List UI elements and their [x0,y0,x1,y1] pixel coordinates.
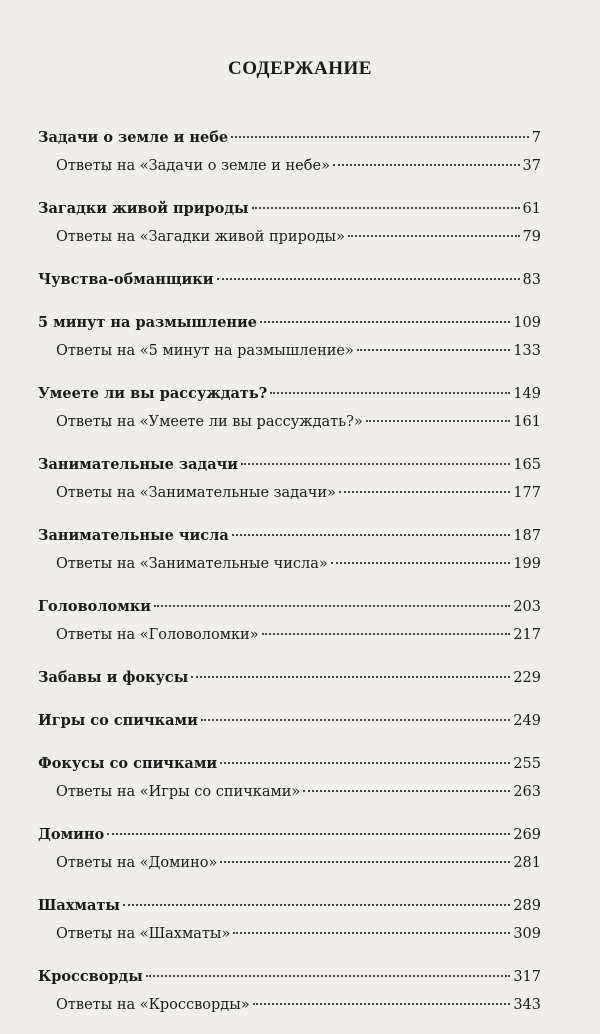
toc-group [38,522,541,578]
toc-subentry-page-number: 281 [513,855,541,871]
dot-leader [253,1003,511,1005]
toc-group [38,266,541,294]
toc-subentry[interactable] [38,479,541,507]
toc-entry[interactable] [38,195,541,223]
toc-entry-page-number: 289 [513,898,541,914]
toc-entry[interactable] [38,309,541,337]
toc-entry-title: Занимательные числа [38,527,229,544]
toc-entry-title: Кроссворды [38,968,143,985]
toc-subentry-title: Ответы на «Домино» [56,855,218,871]
toc-entry-page-number: 149 [513,386,541,402]
dot-leader [146,975,511,977]
toc-entry[interactable] [38,124,541,152]
toc-entry-page-number: 109 [513,315,541,331]
toc-entry[interactable] [38,963,541,991]
toc-entry-title: Шахматы [38,897,120,914]
toc-group [38,124,541,180]
toc-subentry-title: Ответы на «Занимательные задачи» [56,485,336,501]
toc-subentry-title: Ответы на «Загадки живой природы» [56,229,345,245]
toc-subentry-page-number: 177 [513,485,541,501]
toc-entry-page-number: 255 [513,756,541,772]
toc-entry-page-number: 249 [513,713,541,729]
dot-leader [201,719,510,721]
toc-subentry[interactable] [38,223,541,251]
dot-leader [232,534,511,536]
toc-entry-page-number: 61 [522,201,541,217]
toc-group [38,892,541,948]
toc-entry[interactable] [38,892,541,920]
toc-entry-page-number: 269 [513,827,541,843]
toc-subentry-title: Ответы на «5 минут на размышление» [56,343,354,359]
dot-leader [217,278,520,280]
toc-subentry-title: Ответы на «Занимательные числа» [56,556,328,572]
dot-leader [270,392,510,394]
toc-subentry[interactable] [38,337,541,365]
toc-subentry-page-number: 343 [513,997,541,1013]
toc-entry[interactable] [38,821,541,849]
toc-entry[interactable] [38,266,541,294]
dot-leader [191,676,510,678]
dot-leader [357,349,510,351]
toc-subentry[interactable] [38,991,541,1019]
toc-group [38,451,541,507]
toc-subentry-page-number: 199 [513,556,541,572]
toc-subentry[interactable] [38,408,541,436]
table-of-contents [38,124,541,1034]
toc-group [38,380,541,436]
dot-leader [107,833,510,835]
toc-group [38,750,541,806]
toc-subentry-page-number: 161 [513,414,541,430]
dot-leader [262,633,511,635]
toc-entry[interactable] [38,522,541,550]
toc-entry-title: Забавы и фокусы [38,669,189,686]
toc-entry[interactable] [38,451,541,479]
toc-subentry[interactable] [38,621,541,649]
dot-leader [366,420,511,422]
dot-leader [331,562,511,564]
toc-entry-title: Задачи о земле и небе [38,129,229,146]
toc-entry-title: Фокусы со спичками [38,755,218,772]
toc-entry-page-number: 83 [522,272,541,288]
toc-entry-page-number: 7 [531,130,541,146]
toc-entry-title: 5 минут на размышление [38,314,258,331]
toc-entry[interactable] [38,380,541,408]
toc-subentry-page-number: 217 [513,627,541,643]
toc-subentry[interactable] [38,849,541,877]
toc-subentry-title: Ответы на «Кроссворды» [56,997,250,1013]
toc-entry-page-number: 165 [513,457,541,473]
toc-group [38,821,541,877]
toc-group [38,707,541,735]
dot-leader [233,932,510,934]
toc-entry[interactable] [38,593,541,621]
toc-entry-page-number: 187 [513,528,541,544]
dot-leader [260,321,510,323]
page-title: СОДЕРЖАНИЕ [228,58,372,79]
toc-entry[interactable] [38,750,541,778]
toc-subentry-title: Ответы на «Шахматы» [56,926,231,942]
toc-subentry-title: Ответы на «Умеете ли вы рассуждать?» [56,414,363,430]
toc-subentry-title: Ответы на «Головоломки» [56,627,259,643]
toc-group [38,963,541,1019]
toc-entry-page-number: 203 [513,599,541,615]
toc-subentry[interactable] [38,920,541,948]
toc-subentry[interactable] [38,778,541,806]
toc-entry[interactable] [38,664,541,692]
dot-leader [339,491,510,493]
toc-subentry-page-number: 133 [513,343,541,359]
toc-group [38,664,541,692]
toc-subentry-page-number: 79 [522,229,541,245]
dot-leader [220,861,510,863]
dot-leader [154,605,510,607]
toc-entry-page-number: 317 [513,969,541,985]
toc-group [38,309,541,365]
toc-subentry-page-number: 263 [513,784,541,800]
dot-leader [123,904,510,906]
dot-leader [303,790,510,792]
toc-subentry[interactable] [38,152,541,180]
dot-leader [241,463,510,465]
toc-subentry[interactable] [38,550,541,578]
toc-entry-page-number: 229 [513,670,541,686]
toc-subentry-title: Ответы на «Игры со спичками» [56,784,301,800]
toc-entry-title: Чувства-обманщики [38,271,214,288]
toc-subentry-title: Ответы на «Задачи о земле и небе» [56,158,330,174]
dot-leader [252,207,520,209]
toc-entry-title: Загадки живой природы [38,200,249,217]
toc-entry-title: Занимательные задачи [38,456,238,473]
toc-entry-title: Домино [38,826,105,843]
toc-subentry-page-number: 37 [522,158,541,174]
toc-entry[interactable] [38,707,541,735]
toc-entry-title: Игры со спичками [38,712,198,729]
toc-subentry-page-number: 309 [513,926,541,942]
toc-entry-title: Головоломки [38,598,152,615]
dot-leader [348,235,520,237]
dot-leader [231,136,529,138]
toc-group [38,593,541,649]
toc-group [38,195,541,251]
dot-leader [220,762,510,764]
dot-leader [333,164,520,166]
toc-entry-title: Умеете ли вы рассуждать? [38,385,268,402]
